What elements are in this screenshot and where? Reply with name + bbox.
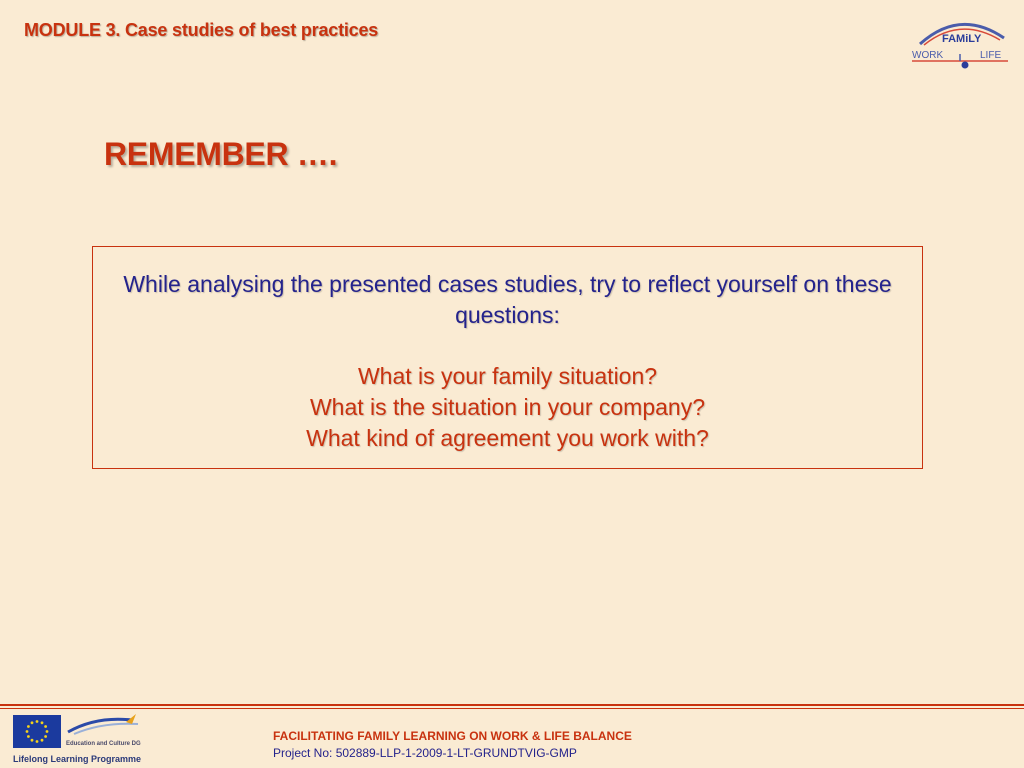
module-title: MODULE 3. Case studies of best practices [24,20,379,40]
remember-heading: REMEMBER …. [104,136,338,172]
footer-divider [0,704,1024,706]
reflection-intro: While analysing the presented cases studies, try to reflect yourself on these questions: [123,271,892,328]
programme-label: Lifelong Learning Programme [13,754,142,764]
footer-title: FACILITATING FAMILY LEARNING ON WORK & LIFE BALANCE [273,729,632,743]
footer-divider-thin [0,708,1024,709]
logo-life-text: LIFE [980,50,1002,61]
footer-project-number: Project No: 502889-LLP-1-2009-1-LT-GRUNDTVIG-GMP [273,746,577,760]
logo-work-text: WORK [912,50,944,61]
question-item: What is the situation in your company? [309,394,706,420]
logo-family-text: FAMiLY [942,33,982,45]
reflection-box [92,246,923,469]
logo-graphic-icon [908,14,1012,70]
education-swoosh-icon [66,712,148,738]
education-culture-label: Education and Culture DG [66,741,141,747]
family-work-life-logo [908,14,1012,70]
question-list [93,361,922,454]
question-item: What is your family situation? [357,363,658,389]
eu-flag-icon [13,715,61,748]
question-item: What kind of agreement you work with? [306,425,709,451]
